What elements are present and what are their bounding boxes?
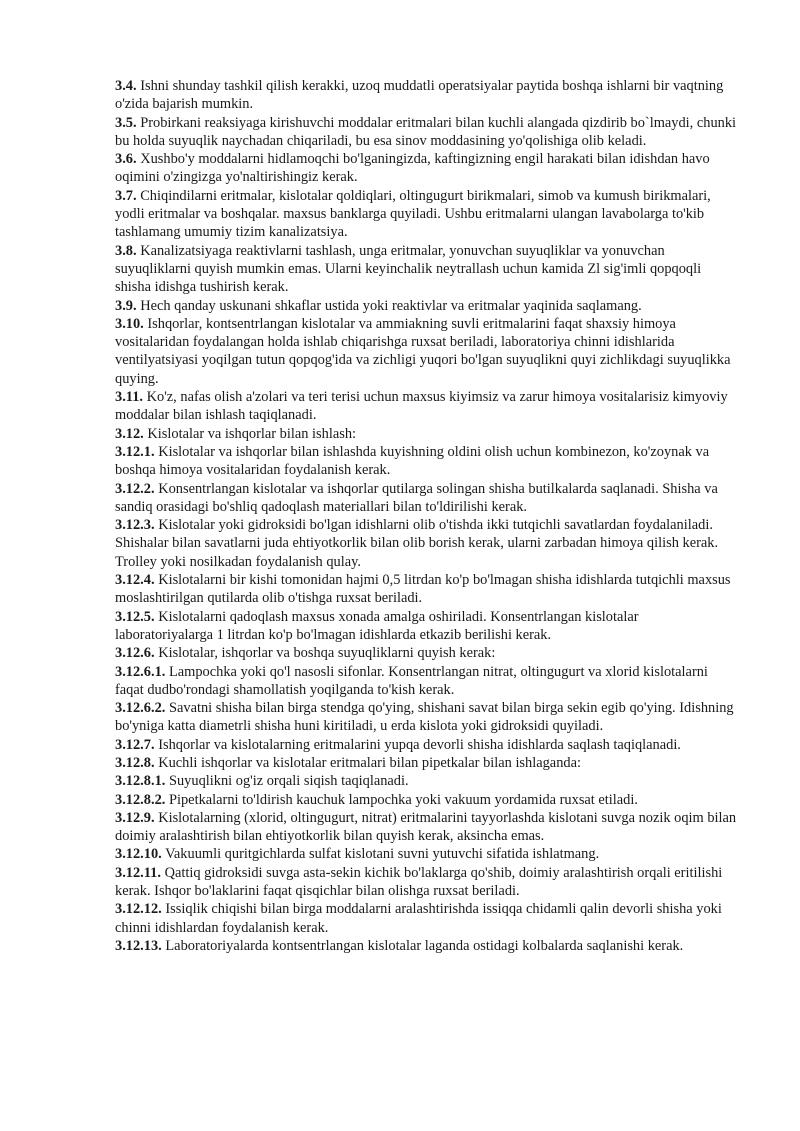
section-paragraph: [115, 845, 740, 863]
section-text: Probirkani reaksiyaga kirishuvchi moddalar eritmalari bilan kuchli alangada qizdirib bo`lmaydi, chunki bu holda suyuqlik naychadan chiqariladi, bu esa sinov moddasining yo'qolishiga olib keladi.: [115, 114, 737, 149]
section-number: 3.12.12.: [115, 901, 162, 918]
section-text: Suyuqlikni og'iz orqali siqish taqiqlanadi.: [168, 773, 409, 790]
section-text: Ko'z, nafas olish a'zolari va teri terisi uchun maxsus kiyimsiz va zarur himoya vositalarisiz kimyoviy moddalar bilan ishlash taqiqlanadi.: [115, 389, 728, 424]
section-paragraph: [115, 937, 740, 955]
section-paragraph: [115, 644, 740, 662]
section-number: 3.12.2.: [115, 480, 155, 497]
section-text: Xushbo'y moddalarni hidlamoqchi bo'lganingizda, kaftingizning engil harakati bilan idishdan havo oqimini o'zingizga yo'naltirishingiz kerak.: [115, 151, 710, 186]
section-paragraph: [115, 809, 740, 846]
section-paragraph: [115, 242, 740, 297]
section-text: Lampochka yoki qo'l nasosli sifonlar. Konsentrlangan nitrat, oltingugurt va xlorid kislotalarni faqat dudbo'rondagi shamollatish yoqilganda to'kish kerak.: [115, 663, 708, 698]
section-text: Kislotalarning (xlorid, oltingugurt, nitrat) eritmalarini tayyorlashda kislotani suvga nozik oqim bilan doimiy aralashtirish bilan ehtiyotkorlik bilan quyish kerak, aksincha emas.: [115, 809, 737, 845]
section-paragraph: [115, 388, 740, 425]
document-page: [115, 77, 740, 955]
section-text: Pipetkalarni to'ldirish kauchuk lampochka yoki vakuum yordamida ruxsat etiladi.: [168, 791, 638, 808]
section-text: Kislotalar yoki gidroksidi bo'lgan idishlarni olib o'tishda ikki tutqichli savatlardan foydalaniladi. Shishalar bilan savatlarni juda ehtiyotkorlik bilan olib borish kerak, ularni zarbadan himoya qilish kerak. Trolley yoki nosilkadan foydalanish qulay.: [115, 517, 719, 570]
section-paragraph: [115, 77, 740, 114]
section-paragraph: [115, 663, 740, 700]
section-number: 3.12.9.: [115, 809, 155, 826]
section-paragraph: [115, 736, 740, 754]
section-number: 3.12.10.: [115, 846, 162, 863]
section-paragraph: [115, 297, 740, 315]
section-text: Issiqlik chiqishi bilan birga moddalarni aralashtirishda issiqqa chidamli qalin devorli shisha yoki chinni idishlardan foydalanish kerak.: [115, 901, 722, 936]
section-text: Chiqindilarni eritmalar, kislotalar qoldiqlari, oltingugurt birikmalari, simob va kumush birikmalari, yodli eritmalar va boshqalar. maxsus banklarga quyiladi. Ushbu eritmalarni ulangan lavabolarga to'kib tashlamang umumiy tizim kanalizatsiya.: [115, 187, 711, 241]
section-number: 3.4.: [115, 78, 137, 94]
section-paragraph: [115, 608, 740, 645]
section-paragraph: [115, 443, 740, 480]
section-text: Kislotalarni bir kishi tomonidan hajmi 0,5 litrdan ko'p bo'lmagan shisha idishlarda tutqichli maxsus moslashtirilgan qutilarda olib o'tishga ruxsat beriladi.: [115, 572, 731, 607]
section-paragraph: [115, 425, 740, 443]
section-paragraph: [115, 754, 740, 772]
section-text: Savatni shisha bilan birga stendga qo'ying, shishani savat bilan birga sekin egib qo'ying. Idishning bo'yniga katta diametrli shisha huni kiritiladi, u erda kislota yoki gidroksidi quyiladi.: [115, 700, 734, 735]
section-paragraph: [115, 900, 740, 937]
section-number: 3.12.1.: [115, 443, 155, 460]
section-number: 3.12.6.2.: [115, 700, 166, 717]
section-paragraph: [115, 315, 740, 388]
section-text: Hech qanday uskunani shkaflar ustida yoki reaktivlar va eritmalar yaqinida saqlamang.: [140, 297, 642, 314]
section-paragraph: [115, 516, 740, 571]
section-number: 3.12.11.: [115, 864, 161, 881]
section-text: Kislotalar, ishqorlar va boshqa suyuqliklarni quyish kerak:: [158, 645, 496, 662]
section-text: Kanalizatsiyaga reaktivlarni tashlash, unga eritmalar, yonuvchan suyuqliklar va yonuvchan suyuqliklarni quyish mumkin emas. Ularni keyinchalik neytrallash uchun kamida Zl sig'imli qopqoqli shisha idishga tushirish kerak.: [115, 242, 702, 296]
section-number: 3.12.3.: [115, 517, 155, 534]
section-number: 3.12.8.: [115, 754, 155, 771]
section-paragraph: [115, 150, 740, 187]
section-number: 3.11.: [115, 389, 143, 406]
section-text: Kislotalarni qadoqlash maxsus xonada amalga oshiriladi. Konsentrlangan kislotalar laboratoriyalarga 1 litrdan ko'p bo'lmagan idishlarda etkazib berilishi kerak.: [115, 608, 639, 643]
section-text: Kuchli ishqorlar va kislotalar eritmalari bilan pipetkalar bilan ishlaganda:: [158, 754, 581, 771]
section-paragraph: [115, 772, 740, 790]
section-paragraph: [115, 480, 740, 517]
section-number: 3.12.5.: [115, 608, 155, 625]
section-paragraph: [115, 791, 740, 809]
section-paragraph: [115, 699, 740, 736]
section-number: 3.9.: [115, 297, 137, 314]
section-paragraph: [115, 114, 740, 151]
section-text: Ishqorlar, kontsentrlangan kislotalar va ammiakning suvli eritmalarini faqat shaxsiy himoya vositalaridan foydalangan holda ishlab chiqarishga ruxsat beriladi, laboratoriya chinni idishlarida ventilyatsiyasi yoqilgan tutun qopqog'ida va zichligi yuqori bo'lgan suyuqlikni quyi zichlikdagi suyuqlikka quying.: [115, 315, 731, 387]
section-text: Konsentrlangan kislotalar va ishqorlar qutilarga solingan shisha butilkalarda saqlanadi. Shisha va sandiq orasidagi bo'shliq qadoqlash materiallari bilan to'ldirilishi kerak.: [115, 480, 718, 515]
section-text: Laboratoriyalarda kontsentrlangan kislotalar laganda ostidagi kolbalarda saqlanishi kerak.: [165, 937, 684, 954]
section-number: 3.12.7.: [115, 736, 155, 753]
section-number: 3.5.: [115, 114, 137, 131]
section-text: Kislotalar va ishqorlar bilan ishlashda kuyishning oldini olish uchun kombinezon, ko'zoynak va boshqa himoya vositalaridan foydalanish kerak.: [115, 443, 710, 479]
section-paragraph: [115, 571, 740, 608]
section-number: 3.12.6.1.: [115, 663, 166, 680]
section-text: Qattiq gidroksidi suvga asta-sekin kichik bo'laklarga qo'shib, doimiy aralashtirish orqali eritilishi kerak. Ishqor bo'laklarini faqat qisqichlar bilan olishga ruxsat beriladi.: [115, 864, 723, 900]
section-paragraph: [115, 864, 740, 901]
section-text: Ishqorlar va kislotalarning eritmalarini yupqa devorli shisha idishlarda saqlash taqiqlanadi.: [158, 736, 681, 753]
section-number: 3.6.: [115, 151, 137, 168]
section-number: 3.12.8.2.: [115, 791, 166, 808]
section-number: 3.12.8.1.: [115, 773, 166, 790]
section-text: Ishni shunday tashkil qilish kerakki, uzoq muddatli operatsiyalar paytida boshqa ishlarni bir vaqtning o'zida bajarish mumkin.: [115, 78, 724, 113]
section-number: 3.12.4.: [115, 572, 155, 589]
section-text: Kislotalar va ishqorlar bilan ishlash:: [147, 425, 357, 442]
section-text: Vakuumli quritgichlarda sulfat kislotani suvni yutuvchi sifatida ishlatmang.: [165, 846, 600, 863]
section-number: 3.8.: [115, 242, 137, 259]
section-number: 3.12.: [115, 425, 144, 442]
section-number: 3.12.13.: [115, 937, 162, 954]
section-paragraph: [115, 187, 740, 242]
section-number: 3.10.: [115, 315, 144, 332]
section-number: 3.12.6.: [115, 645, 155, 662]
section-number: 3.7.: [115, 187, 137, 204]
